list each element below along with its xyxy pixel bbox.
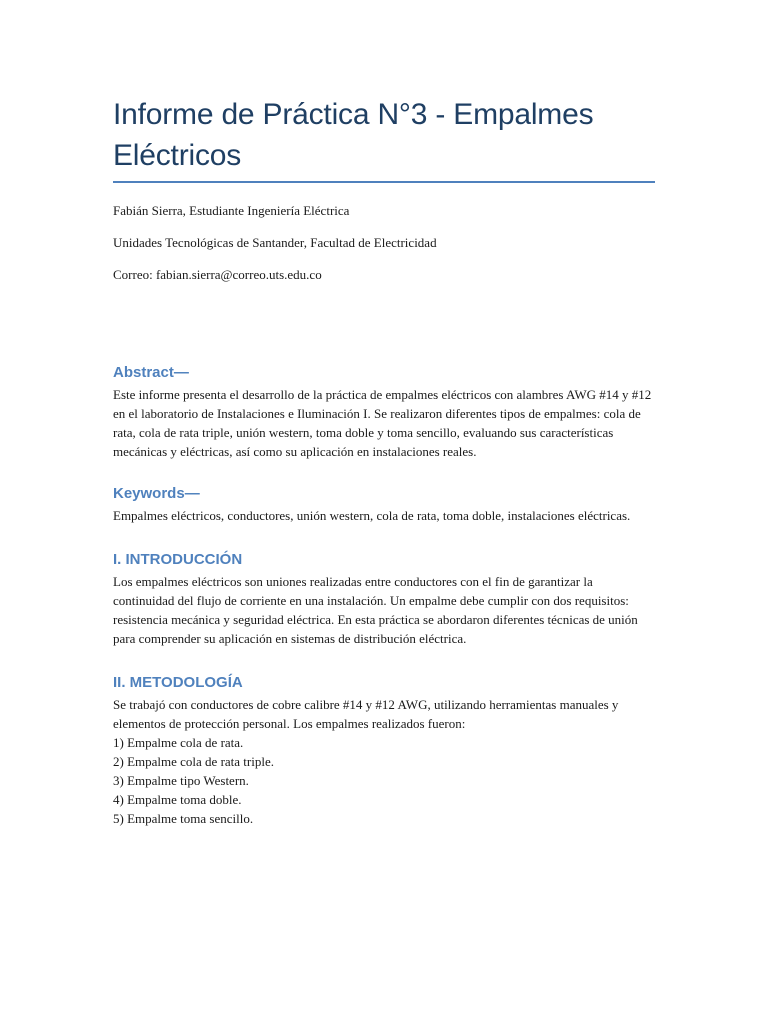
list-item: 5) Empalme toma sencillo. (113, 811, 254, 826)
abstract-text: Este informe presenta el desarrollo de la práctica de empalmes eléctricos con alambres AWG #14 y #12 en el laboratorio de Instalaciones e Iluminación I. Se realizaron diferentes tipos de empalmes: cola de rata, cola de rata triple, unión western, toma doble y toma sencillo, evaluando sus características mecánicas y eléctricas, así como su aplicación en instalaciones reales. (113, 387, 652, 459)
methodology-heading: II. METODOLOGÍA (113, 674, 243, 691)
keywords-text: Empalmes eléctricos, conductores, unión western, cola de rata, toma doble, instalaciones eléctricas. (113, 508, 631, 523)
list-item: 4) Empalme toma doble. (113, 792, 242, 807)
title-divider (113, 181, 655, 183)
methodology-section (113, 673, 655, 828)
list-item: 2) Empalme cola de rata triple. (113, 754, 274, 769)
list-item: 3) Empalme tipo Western. (113, 773, 249, 788)
keywords-heading: Keywords— (113, 485, 200, 502)
abstract-heading: Abstract— (113, 364, 189, 381)
document-page (113, 0, 655, 828)
email-line: Correo: fabian.sierra@correo.uts.edu.co (113, 267, 322, 282)
introduction-text: Los empalmes eléctricos son uniones realizadas entre conductores con el fin de garantizar la continuidad del flujo de corriente en una instalación. Un empalme debe cumplir con dos requisitos: resistencia mecánica y seguridad eléctrica. En esta práctica se abordaron diferentes técnicas de unión para comprender su aplicación en sistemas de distribución eléctrica. (113, 574, 638, 646)
abstract-section (113, 363, 655, 461)
author-line: Fabián Sierra, Estudiante Ingeniería Eléctrica (113, 203, 350, 218)
methodology-text: Se trabajó con conductores de cobre calibre #14 y #12 AWG, utilizando herramientas manuales y elementos de protección personal. Los empalmes realizados fueron: (113, 697, 619, 731)
splice-list (113, 733, 655, 828)
list-item: 1) Empalme cola de rata. (113, 735, 244, 750)
introduction-section (113, 550, 655, 648)
affiliation-line: Unidades Tecnológicas de Santander, Facultad de Electricidad (113, 235, 437, 250)
keywords-section (113, 484, 655, 525)
document-title: Informe de Práctica N°3 - Empalmes Eléctricos (113, 98, 594, 172)
introduction-heading: I. INTRODUCCIÓN (113, 551, 243, 568)
